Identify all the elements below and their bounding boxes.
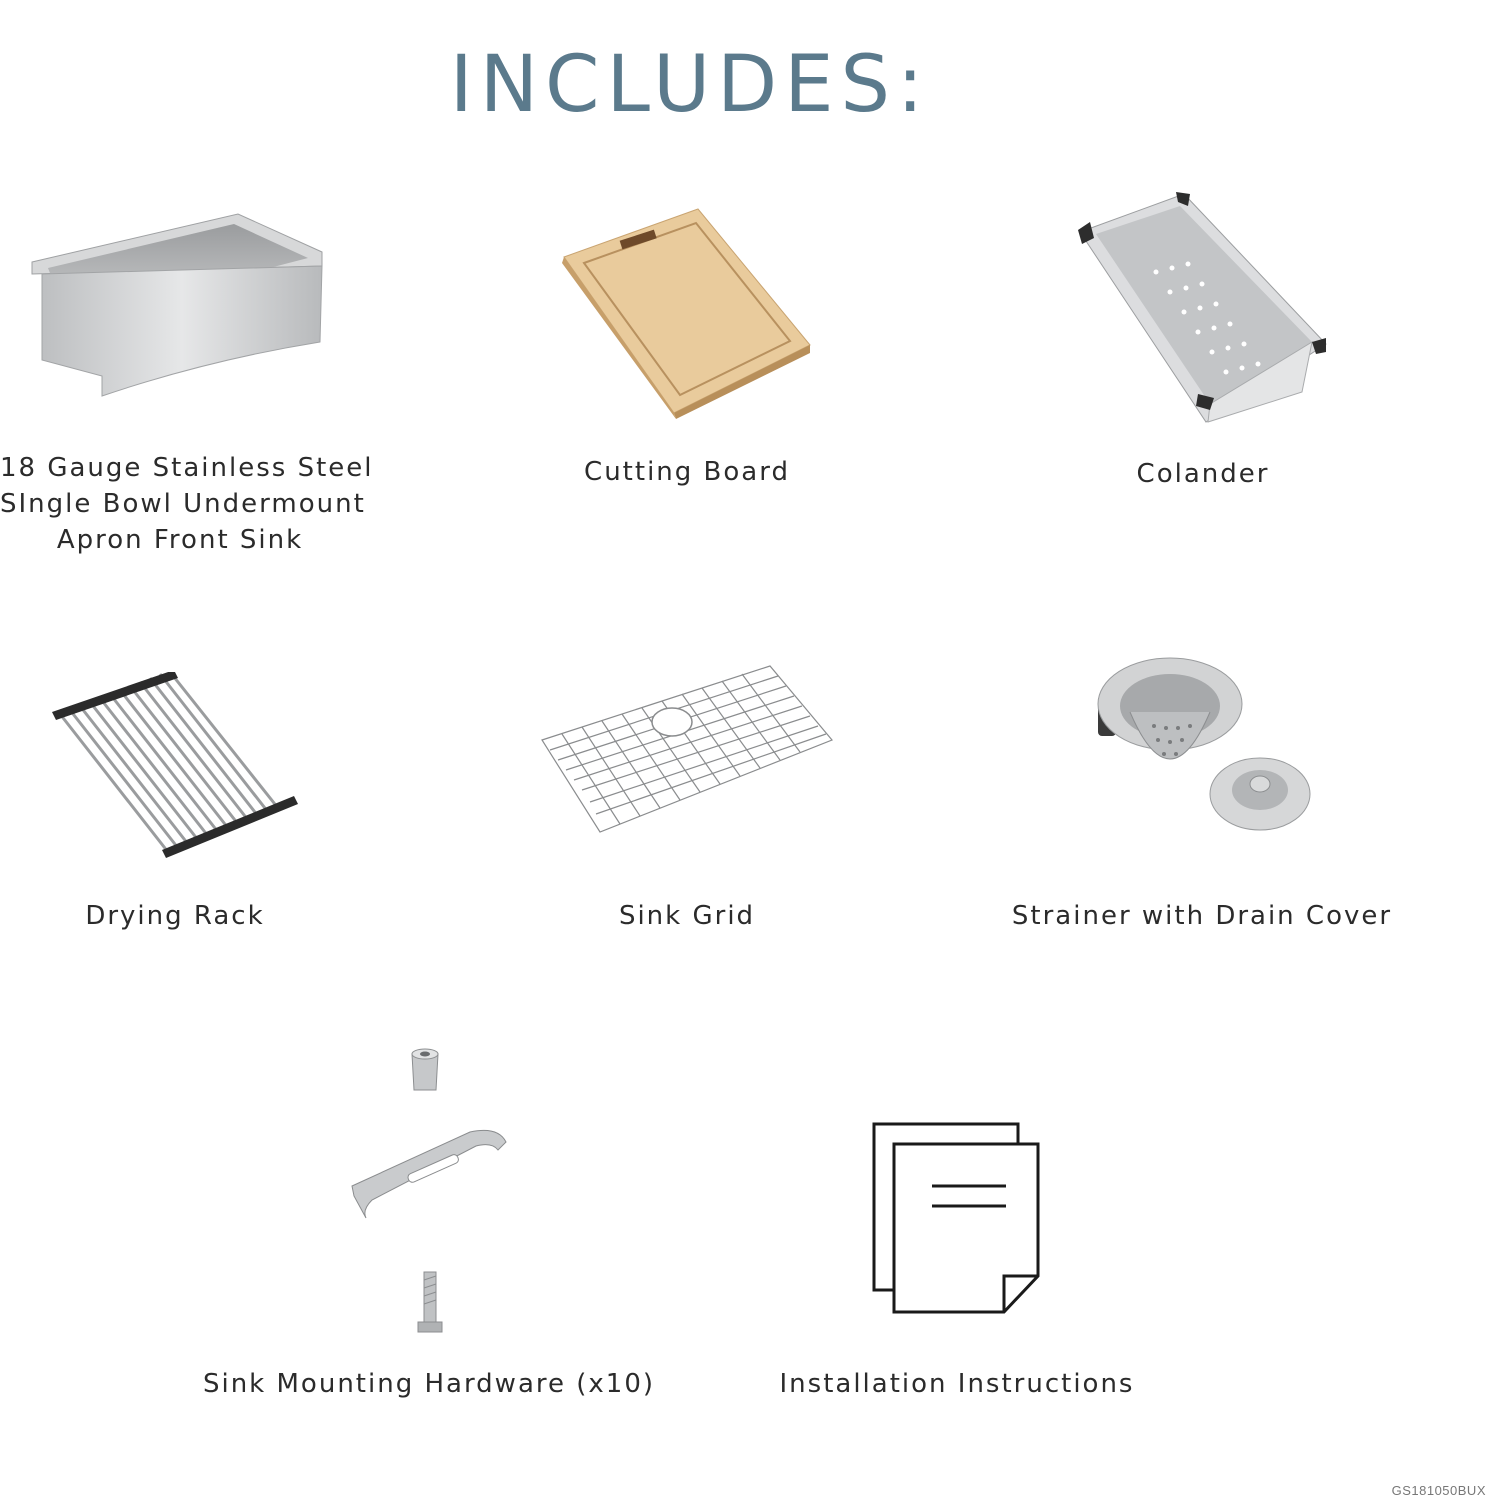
drying-rack-image (50, 672, 302, 862)
strainer-label: Strainer with Drain Cover (1011, 901, 1393, 931)
colander-label: Colander (1136, 459, 1270, 489)
mounting-hardware-image (348, 1046, 512, 1338)
apron-sink-image (28, 210, 328, 400)
installation-instructions-label: Installation Instructions (779, 1369, 1135, 1399)
strainer-image (1092, 656, 1314, 834)
mounting-hardware-label: Sink Mounting Hardware (x10) (202, 1369, 656, 1399)
model-code: GS181050BUX (1391, 1483, 1486, 1498)
sink-grid-image (540, 664, 834, 836)
page-title: INCLUDES: (449, 40, 931, 131)
documents-icon (872, 1122, 1044, 1318)
apron-sink-label: 18 Gauge Stainless Steel SIngle Bowl Undermount Apron Front Sink (0, 453, 374, 555)
sink-grid-label: Sink Grid (618, 901, 756, 931)
cutting-board-image (558, 205, 816, 420)
drying-rack-label: Drying Rack (85, 901, 265, 931)
colander-image (1076, 192, 1330, 424)
cutting-board-label: Cutting Board (584, 457, 790, 487)
